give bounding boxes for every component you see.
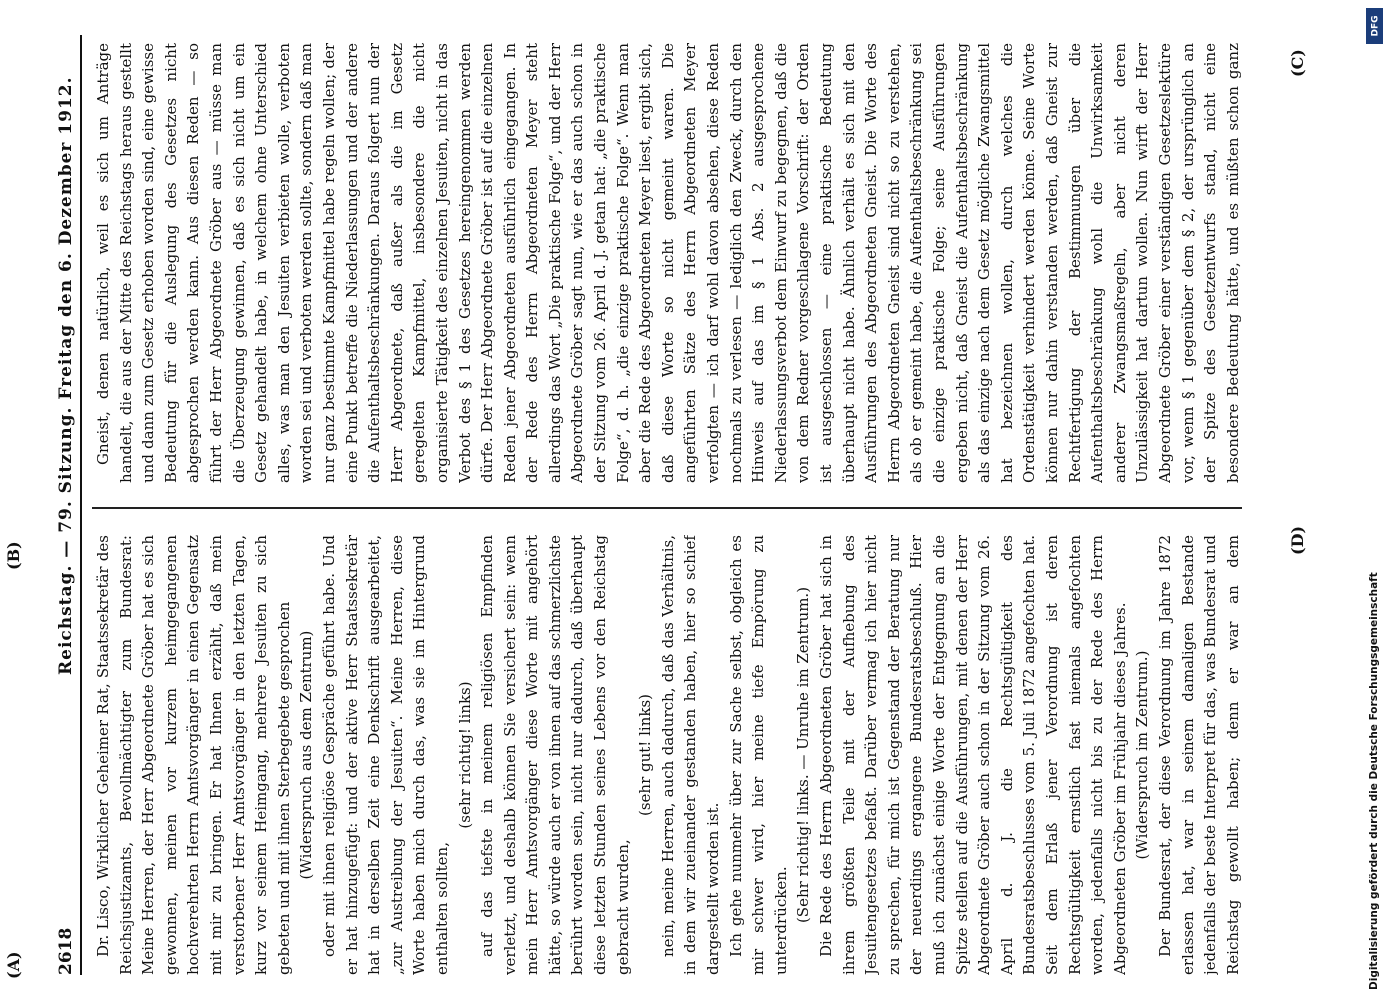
- margin-mark-d: (D): [1288, 525, 1307, 555]
- left-paragraph: Dr. Lisco, Wirklicher Geheimer Rat, Staatssekretär des Reichsjustizamts, Bevollmächtigter zum Bundesrat: Meine Herren, der Herr Abgeordnete Gröber hat es sich gewonnen, meinen vor kurzem heimgegangenen hochverehrten Herrn Amtsvorgänger in einen Gegensatz mit mir zu bringen. Er hat Ihnen erzählt, daß mein verstorbener Herr Amtsvorgänger in den letzten Tagen, kurz vor seinem Heimgang, mehrere Jesuiten zu sich gebeten und mit ihnen Sterbegebete gesprochen: [94, 535, 293, 975]
- margin-mark-c: (C): [1288, 49, 1307, 77]
- page-number: 2618: [56, 927, 76, 975]
- left-paragraph: auf das tiefste in meinem religiösen Empfinden verletzt, und deshalb können Sie versichert sein: wenn mein Herr Amtsvorgänger diese Worte mit angehört hätte, so würde auch er von ihnen auf das schmerzlichste berührt worden sein, nicht nur dadurch, daß überhaupt diese letzten Stunden seines Lebens vor den Reichstag gebracht wurden,: [478, 535, 632, 975]
- left-paragraph: (sehr gut! links): [636, 694, 655, 817]
- left-text-column: [92, 535, 1242, 975]
- left-paragraph: Ich gehe nunmehr über zur Sache selbst, obgleich es mir schwer wird, hier meine tiefe Empörung zu unterdrücken.: [726, 535, 790, 975]
- left-paragraph: (Widerspruch aus dem Zentrum): [297, 630, 316, 880]
- left-paragraph: (Sehr richtig! links. — Unruhe im Zentrum.): [794, 586, 813, 924]
- dfg-logo-text: DFG: [1370, 15, 1381, 37]
- rotated-newspaper-sheet: [4, 35, 1307, 979]
- left-paragraph: nein, meine Herren, auch dadurch, daß das Verhältnis, in dem wir zueinander gestanden haben, hier so schief dargestellt worden ist.: [658, 535, 723, 975]
- margin-mark-a: (A): [4, 951, 23, 979]
- running-title: Reichstag. — 79. Sitzung. Freitag den 6. Dezember 1912.: [56, 76, 76, 675]
- left-paragraph: (sehr richtig! links): [455, 681, 474, 829]
- running-head: [50, 35, 90, 975]
- right-text-column: [92, 43, 1242, 483]
- digitization-credit: Digitalisierung gefördert durch die Deutsche Forschungsgemeinschaft: [1368, 572, 1380, 990]
- header-rule: [80, 35, 82, 975]
- column-divider: [92, 507, 1242, 509]
- left-paragraph: (Widerspruch im Zentrum.): [1133, 650, 1152, 860]
- left-paragraph: oder mit ihnen religiöse Gespräche geführt habe. Und er hat hinzugefügt: und der aktive Herr Staatssekretär hat in derselben Zeit eine Denkschrift ausgearbeitet, „zur Austreibung der Jesuiten“. Meine Herren, diese Worte haben mich durch das, was sie im Hintergrund enthalten sollten,: [319, 535, 451, 975]
- margin-mark-b: (B): [4, 541, 23, 570]
- right-paragraph: Gneist, denen natürlich, weil es sich um Anträge handelt, die aus der Mitte des Reichstags heraus gestellt und dann zum Gesetz erhoben worden sind, eine gewisse Bedeutung für die Auslegung des Gesetzes nicht abgesprochen werden kann. Aus diesen Reden — so führt der Herr Abgeordnete Gröber aus — müsse man die Überzeugung gewinnen, daß es sich nicht um ein Gesetz gehandelt habe, in welchem ohne Unterschied alles, was man den Jesuiten verbieten wolle, verboten worden sei und verboten werden sollte, sondern daß man nur ganz bestimmte Kampfmittel habe regeln wollen; der eine Punkt betreffe die Niederlassungen und der andere die Aufenthaltsbeschränkungen. Daraus folgert nun der Herr Abgeordnete, daß außer als die im Gesetz geregelten Kampfmittel, insbesondere die nicht organisierte Tätigkeit des einzelnen Jesuiten, nicht in das Verbot des § 1 des Gesetzes hereingenommen werden dürfe. Der Herr Abgeordnete Gröber ist auf die einzelnen Reden jener Abgeordneten ausführlich eingegangen. In der Rede des Herrn Abgeordneten Meyer steht allerdings das Wort „Die praktische Folge“, und der Herr Abgeordnete Gröber sagt nun, wie er das auch schon in der Sitzung vom 26. April d. J. getan hat: „die praktische Folge“, d. h. „die einzige praktische Folge“. Wenn man aber die Rede des Abgeordneten Meyer liest, ergibt sich, daß diese Worte so nicht gemeint waren. Die angeführten Sätze des Herrn Abgeordneten Meyer verfolgten — ich darf wohl davon absehen, diese Reden nochmals zu verlesen — lediglich den Zweck, durch den Hinweis auf das im § 1 Abs. 2 ausgesprochene Niederlassungsverbot dem Einwurf zu begegnen, daß die von dem Redner vorgeschlagene Vorschrift: der Orden ist ausgeschlossen — eine praktische Bedeutung überhaupt nicht habe. Ähnlich verhält es sich mit den Ausführungen des Abgeordneten Gneist. Die Worte des Herrn Abgeordneten Gneist sind nicht so zu verstehen, als ob er gemeint habe, die Aufenthaltsbeschränkung sei die einzige praktische Folge; seine Ausführungen ergeben nicht, daß Gneist die Aufenthaltsbeschränkung als das einzige nach dem Gesetz mögliche Zwangsmittel hat bezeichnen wollen, durch welches die Ordenstätigkeit verhindert werden könne. Seine Worte können nur dahin verstanden werden, daß Gneist zur Rechtfertigung der Bestimmungen über die Aufenthaltsbeschränkung wohl die Unwirksamkeit anderer Zwangsmaßregeln, aber nicht deren Unzulässigkeit hat dartun wollen. Nun wirft der Herr Abgeordnete Gröber einer verständigen Gesetzeslektüre vor, wenn § 1 gegenüber dem § 2, der ursprünglich an der Spitze des Gesetzentwurfs stand, nicht eine besondere Bedeutung hätte, und es müßten schon ganz: [94, 43, 1242, 483]
- left-paragraph: Die Rede des Herrn Abgeordneten Gröber hat sich in ihrem größten Teile mit der Aufhebung des Jesuitengesetzes befaßt. Darüber vermag ich hier nicht zu sprechen, für mich ist Gegenstand der Beratung nur der neuerdings ergangene Bundesratsbeschluß. Hier muß ich zunächst einige Worte der Entgegnung an die Spitze stellen auf die Ausführungen, mit denen der Herr Abgeordnete Gröber auch schon in der Sitzung vom 26. April d. J. die Rechtsgültigkeit des Bundesratsbeschlusses vom 5. Juli 1872 angefochten hat. Seit dem Erlaß jener Verordnung ist deren Rechtsgültigkeit ernstlich fast niemals angefochten worden, jedenfalls nicht bis zu der Rede des Herrn Abgeordneten Gröber im Frühjahr dieses Jahres.: [817, 535, 1129, 975]
- left-paragraph: Der Bundesrat, der diese Verordnung im Jahre 1872 erlassen hat, war in seinem damaligen Bestande jedenfalls der beste Interpret für das, was Bundesrat und Reichstag gewollt haben; denn er war an dem: [1155, 535, 1242, 975]
